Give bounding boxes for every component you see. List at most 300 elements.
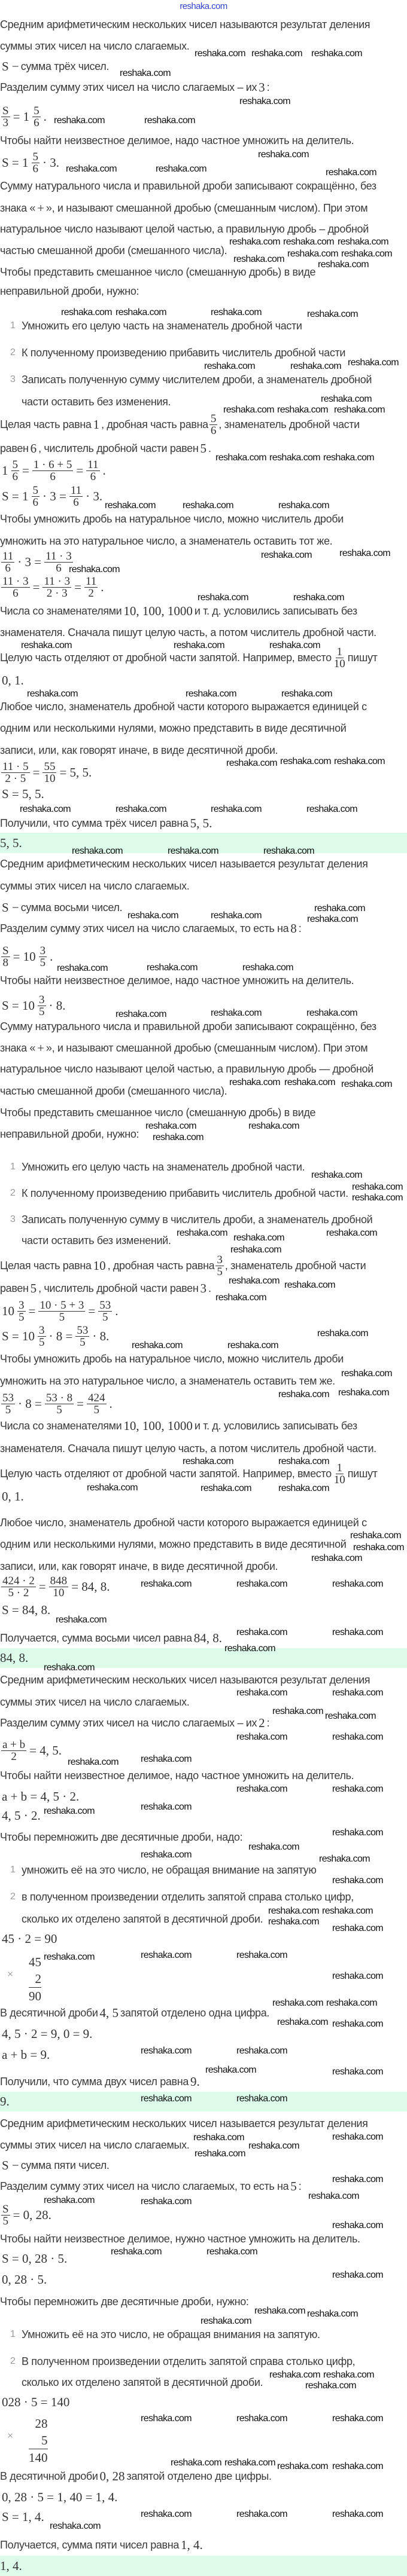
watermark: reshaka.com	[305, 2380, 356, 2391]
list-number: 2	[10, 2356, 16, 2366]
watermark: reshaka.com	[141, 2508, 192, 2519]
text-run: запятой отделено две цифры.	[126, 2470, 272, 2482]
numerator: 848	[50, 1574, 68, 1587]
math-expression: = 10	[13, 949, 36, 964]
math-expression: 10	[2, 1304, 14, 1318]
watermark: reshaka.com	[195, 2148, 245, 2159]
math-expression: · 8 =	[48, 1329, 73, 1343]
fraction	[215, 1254, 224, 1278]
math-expression: 0, 1.	[2, 1489, 24, 1504]
math-expression: S −	[2, 2158, 19, 2172]
watermark: reshaka.com	[311, 1553, 362, 1563]
watermark: reshaka.com	[141, 2413, 192, 2424]
watermark: reshaka.com	[272, 1706, 323, 1716]
list-item-text: Умножить её на это число, не обращая внимания на запятую.	[22, 2329, 320, 2340]
watermark: reshaka.com	[254, 2305, 305, 2316]
watermark: reshaka.com	[116, 1009, 166, 1019]
multiplier: 2	[35, 1972, 41, 1986]
fraction	[1, 551, 14, 574]
watermark: reshaka.com	[332, 1923, 383, 1933]
fraction	[69, 485, 83, 508]
text-run: Чтобы представить смешанное число (смешанную дробь) в виде	[0, 265, 316, 278]
fraction	[1, 945, 10, 968]
text-run: запятой отделено одна цифра.	[120, 2006, 270, 2019]
watermark: reshaka.com	[326, 167, 376, 178]
watermark: reshaka.com	[308, 2190, 359, 2201]
watermark: reshaka.com	[141, 2196, 192, 2207]
fraction	[1, 576, 30, 599]
math-expression: 6	[30, 441, 37, 456]
math-expression: .	[101, 580, 104, 594]
text-run: Разделим сумму этих чисел на число слагаемых, то есть на	[0, 922, 289, 934]
watermark: reshaka.com	[236, 2508, 287, 2519]
text-run: Числа со знаменателями	[0, 1419, 122, 1432]
denominator: 5	[102, 1310, 108, 1324]
numerator: S	[2, 944, 9, 957]
watermark: reshaka.com	[141, 1949, 192, 1960]
text-run: », и называют смешанной дробью (смешанным числом). При этом	[45, 1041, 368, 1054]
text-line	[0, 667, 26, 693]
watermark: reshaka.com	[334, 756, 385, 766]
text-run: сумма пяти чисел.	[20, 2159, 110, 2171]
watermark: reshaka.com	[141, 2093, 192, 2104]
watermark: reshaka.com	[306, 1007, 357, 1018]
watermark: reshaka.com	[201, 2315, 251, 2326]
numerator: 53 · 8	[45, 1391, 73, 1404]
list-number: 2	[10, 1188, 16, 1198]
watermark: reshaka.com	[283, 236, 334, 247]
watermark: reshaka.com	[211, 803, 262, 814]
math-expression: S = 0, 28 · 5.	[2, 2251, 68, 2266]
numerator: 11 · 5	[2, 760, 29, 773]
text-run: :	[298, 922, 302, 934]
denominator: 5	[39, 1336, 45, 1349]
text-run: , числитель дробной части равен	[38, 1282, 199, 1294]
denominator: 6	[32, 162, 39, 175]
watermark: reshaka.com	[44, 1805, 95, 1816]
watermark: reshaka.com	[281, 688, 332, 699]
formula	[0, 1298, 120, 1324]
denominator: 6	[32, 496, 39, 509]
fraction	[1, 1575, 36, 1599]
text-run: Сумму натурального числа и правильной дроби записывают сокращённо, без	[0, 179, 376, 192]
math-expression: =	[76, 463, 84, 478]
watermark: reshaka.com	[236, 2093, 287, 2104]
watermark: reshaka.com	[242, 962, 293, 973]
watermark: reshaka.com	[311, 1169, 362, 1180]
text-line	[0, 278, 139, 304]
numerator: S	[2, 104, 9, 117]
formula	[0, 943, 54, 970]
watermark: reshaka.com	[352, 1181, 403, 1192]
text-run: , знаменатель дробной части	[224, 1259, 366, 1272]
watermark: reshaka.com	[69, 564, 120, 575]
math-expression: +	[37, 1041, 44, 1055]
math-expression: S −	[2, 59, 19, 74]
formula	[0, 1737, 63, 1764]
text-line	[0, 1824, 242, 1850]
text-run: Чтобы представить смешанное число (смешанную дробь) в виде	[0, 1106, 316, 1119]
watermark: reshaka.com	[307, 308, 358, 319]
text-run: Получается, сумма восьми чисел равна	[0, 1631, 192, 1644]
math-expression: · 3.	[86, 489, 103, 503]
text-run: Любое число, знаменатель дробной части которого выражается единицей с	[0, 700, 367, 713]
text-run: .	[208, 442, 211, 454]
formula	[0, 574, 105, 600]
text-line	[0, 2532, 205, 2558]
watermark: reshaka.com	[290, 360, 341, 371]
math-expression: 4, 5 · 2.	[2, 1808, 41, 1823]
text-run: В десятичной дроби	[0, 2470, 98, 2482]
text-run: Чтобы найти неизвестное делимое, надо частное умножить на делитель.	[0, 1769, 354, 1781]
math-expression: 10, 100, 1000	[123, 1419, 193, 1433]
watermark: reshaka.com	[278, 1483, 329, 1493]
list-item	[0, 1180, 407, 1206]
text-run: частью смешанной дроби (смешанного числа).	[0, 1084, 227, 1097]
text-run: и т. д. условились записывать без	[194, 604, 357, 617]
watermark: reshaka.com	[61, 307, 112, 317]
math-expression: · 3 =	[17, 555, 42, 569]
watermark: reshaka.com	[236, 1687, 287, 1698]
watermark: reshaka.com	[332, 2066, 383, 2077]
watermark: reshaka.com	[211, 910, 262, 921]
watermark: reshaka.com	[323, 452, 374, 463]
fraction	[49, 1575, 69, 1599]
text-run: неправильной дроби, нужно:	[0, 285, 139, 297]
watermark: reshaka.com	[269, 2369, 320, 2380]
watermark: reshaka.com	[268, 1916, 319, 1927]
watermark: reshaka.com	[332, 2174, 383, 2184]
numerator: 11 · 3	[44, 575, 71, 588]
text-run: суммы этих чисел на число слагаемых.	[0, 879, 190, 892]
math-expression: 0, 28	[99, 2469, 125, 2483]
fraction	[32, 105, 41, 129]
math-expression: 9.	[190, 2074, 200, 2089]
text-run: умножить на это натуральное число, а знаменатель оставить тот же.	[0, 534, 333, 547]
denominator: 10	[333, 1473, 345, 1486]
watermark: reshaka.com	[174, 640, 224, 650]
watermark: reshaka.com	[44, 1951, 95, 1962]
text-run: одним или несколькими нулями, можно представить в виде десятичной	[0, 722, 347, 734]
watermark: reshaka.com	[141, 1801, 192, 1812]
numerator: a + b	[2, 1738, 26, 1751]
watermark: reshaka.com	[223, 404, 274, 415]
watermark: reshaka.com	[147, 962, 198, 973]
watermark: reshaka.com	[278, 1456, 329, 1466]
site-watermark-link[interactable]: reshaka.com	[180, 1, 227, 11]
text-run: сумма восьми чисел.	[20, 901, 123, 913]
watermark: reshaka.com	[50, 2520, 101, 2531]
denominator: 3	[2, 116, 9, 129]
fraction	[87, 1392, 107, 1416]
watermark: reshaka.com	[211, 1007, 262, 1018]
math-expression: 1	[93, 417, 100, 432]
watermark: reshaka.com	[348, 357, 399, 368]
watermark: reshaka.com	[211, 307, 262, 317]
watermark: reshaka.com	[204, 360, 255, 371]
text-run: неправильной дроби, нужно:	[0, 1127, 139, 1140]
product: 90	[29, 1987, 41, 2004]
watermark: reshaka.com	[111, 2246, 162, 2257]
watermark: reshaka.com	[325, 1710, 376, 1721]
watermark: reshaka.com	[171, 2457, 221, 2468]
multiplicand: 28	[35, 2416, 48, 2431]
text-line	[0, 1483, 26, 1509]
watermark: reshaka.com	[233, 1232, 284, 1243]
text-run: натуральное число называют целой частью, а правильную дробь – дробной	[0, 222, 369, 235]
watermark: reshaka.com	[44, 2195, 95, 2205]
watermark: reshaka.com	[332, 2269, 383, 2280]
numerator: 3	[39, 1324, 45, 1337]
fraction	[333, 646, 347, 670]
text-run: Разделим сумму этих чисел на число слагаемых – их	[0, 1716, 257, 1729]
multiply-sign: ×	[7, 1968, 14, 1980]
math-expression: 0, 28 · 5.	[2, 2272, 47, 2287]
watermark: reshaka.com	[261, 549, 312, 560]
watermark: reshaka.com	[248, 1841, 299, 1852]
math-expression: S −	[2, 900, 19, 915]
math-expression: =	[77, 1397, 84, 1411]
watermark: reshaka.com	[153, 1132, 204, 1142]
text-run: Числа со знаменателями	[0, 604, 122, 617]
denominator: 5	[5, 1403, 11, 1416]
numerator: 53	[77, 1324, 89, 1337]
text-run: В десятичной дроби	[0, 2006, 98, 2019]
watermark: reshaka.com	[116, 307, 166, 317]
text-run: Средним арифметическим нескольких чисел называется результат деления	[0, 857, 368, 870]
fraction	[333, 1462, 347, 1486]
watermark: reshaka.com	[278, 1389, 329, 1399]
numerator: 5	[12, 458, 18, 471]
text-line	[0, 411, 360, 438]
fraction	[17, 1300, 26, 1323]
math-expression: · 3 =	[42, 489, 66, 503]
watermark: reshaka.com	[284, 1077, 335, 1087]
list-number: 1	[10, 1162, 16, 1172]
text-run: Разделим сумму этих чисел на число слагаемых, то есть на	[0, 2180, 289, 2192]
formula	[0, 2202, 53, 2228]
denominator: 6	[12, 470, 18, 483]
list-item-text: Умножить его целую часть на знаменатель дробной части	[22, 320, 302, 332]
numerator: 11	[2, 549, 14, 563]
list-number: 1	[10, 320, 16, 331]
watermark: reshaka.com	[105, 500, 156, 511]
text-line	[0, 2068, 202, 2095]
text-run: пишут	[347, 1467, 378, 1480]
math-expression: 45 · 2 = 90	[2, 1932, 57, 1946]
answer-value: 9.	[0, 2094, 10, 2109]
watermark: reshaka.com	[338, 1387, 389, 1398]
text-run: Чтобы умножить дробь на натуральное число, можно числитель дроби	[0, 1352, 344, 1365]
text-run: Чтобы найти неизвестное делимое, нужно частное умножить на делитель.	[0, 2232, 360, 2245]
math-expression: =	[38, 1579, 46, 1594]
watermark: reshaka.com	[57, 962, 108, 973]
watermark: reshaka.com	[258, 149, 309, 160]
watermark: reshaka.com	[206, 2246, 257, 2257]
watermark: reshaka.com	[306, 803, 357, 814]
answer-box-3	[0, 2092, 407, 2111]
watermark: reshaka.com	[144, 115, 195, 126]
watermark: reshaka.com	[195, 48, 245, 59]
watermark: reshaka.com	[338, 236, 388, 247]
numerator: 10 · 5 + 3	[40, 1298, 84, 1312]
watermark: reshaka.com	[251, 48, 302, 59]
denominator: 5	[39, 1005, 45, 1018]
watermark: reshaka.com	[186, 688, 236, 699]
math-expression: 2	[259, 1716, 265, 1730]
fraction	[38, 1325, 46, 1348]
watermark: reshaka.com	[293, 592, 344, 603]
watermark: reshaka.com	[127, 910, 178, 921]
watermark: reshaka.com	[44, 1662, 95, 1673]
math-expression: 0, 28 · 5 = 1, 40 = 1, 4.	[2, 2490, 118, 2504]
math-expression: 5, 5.	[190, 816, 212, 830]
watermark: reshaka.com	[145, 1120, 196, 1131]
denominator: 6	[90, 470, 96, 483]
watermark: reshaka.com	[236, 1627, 287, 1637]
denominator: 6	[210, 424, 217, 437]
text-run: знаменателя. Сначала пишут целую часть, а потом числитель дробной части.	[0, 1442, 376, 1454]
math-expression: =	[74, 580, 81, 594]
list-item-text: К полученному произведению прибавить числитель дробной части.	[22, 1187, 348, 1199]
denominator: 5	[93, 1403, 100, 1416]
math-expression: .	[102, 463, 106, 478]
fraction	[42, 576, 71, 599]
math-expression: 10, 100, 1000	[123, 604, 193, 618]
numerator: 1	[336, 645, 342, 658]
watermark: reshaka.com	[226, 757, 277, 768]
text-line	[0, 1121, 139, 1147]
math-expression: 028 · 5 = 140	[2, 2395, 70, 2409]
fraction	[1, 105, 10, 129]
watermark: reshaka.com	[168, 845, 218, 856]
watermark: reshaka.com	[229, 1275, 280, 1286]
watermark: reshaka.com	[27, 688, 78, 699]
formula	[0, 549, 74, 575]
text-line	[0, 1625, 224, 1651]
text-run: Целая часть равна	[0, 1259, 92, 1272]
denominator: 5	[59, 1310, 65, 1324]
numerator: 3	[40, 944, 46, 957]
watermark: reshaka.com	[277, 404, 328, 415]
math-expression: · 8 =	[18, 1397, 42, 1411]
watermark: reshaka.com	[318, 259, 369, 270]
fraction	[86, 459, 99, 482]
text-run: сумма трёх чисел.	[20, 60, 110, 72]
math-expression: 8	[290, 921, 297, 936]
watermark: reshaka.com	[236, 1731, 287, 1742]
math-expression: a + b = 9.	[2, 2048, 50, 2062]
watermark: reshaka.com	[236, 1949, 287, 1960]
watermark: reshaka.com	[277, 2461, 328, 2471]
math-expression: .	[109, 1397, 113, 1411]
list-item-text: К полученному произведению прибавить числитель дробной части	[22, 347, 346, 359]
watermark: reshaka.com	[287, 248, 338, 259]
watermark: reshaka.com	[319, 1853, 370, 1864]
denominator: 6	[50, 470, 56, 483]
watermark: reshaka.com	[311, 48, 362, 59]
numerator: 5	[32, 484, 39, 497]
watermark: reshaka.com	[322, 1905, 373, 1916]
text-run: Получили, что сумма двух чисел равна	[0, 2075, 189, 2088]
math-expression: S = 5, 5.	[2, 787, 44, 801]
watermark: reshaka.com	[87, 1482, 138, 1493]
text-run: Получается, сумма пяти чисел равна	[0, 2538, 179, 2551]
text-run: пишут	[347, 651, 378, 664]
fraction	[39, 945, 47, 968]
numerator: 1	[336, 1461, 342, 1474]
math-expression: 3	[259, 80, 265, 94]
watermark: reshaka.com	[352, 1192, 403, 1203]
text-run: , знаменатель дробной части	[218, 418, 360, 430]
watermark: reshaka.com	[321, 393, 372, 404]
watermark: reshaka.com	[332, 2131, 383, 2142]
text-run: Целую часть отделяют от дробной части запятой. Например, вместо	[0, 1467, 332, 1480]
numerator: 424 · 2	[2, 1574, 35, 1587]
text-run: Любое число, знаменатель дробной части которого выражается единицей с	[0, 1516, 367, 1529]
numerator: 3	[19, 1298, 25, 1312]
numerator: 55	[44, 760, 56, 773]
denominator: 5	[56, 1403, 62, 1416]
formula	[0, 1597, 52, 1623]
watermark: reshaka.com	[332, 1970, 383, 1981]
watermark: reshaka.com	[332, 1827, 383, 1838]
text-run: натуральное число называют целой частью, а правильную дробь — дробной	[0, 1062, 373, 1075]
list-number: 1	[10, 2329, 16, 2339]
multiply-sign: ×	[7, 2430, 14, 2441]
math-expression: a + b = 4, 5 · 2.	[2, 1789, 80, 1804]
math-expression: 3	[200, 1281, 206, 1295]
math-expression: · 8.	[48, 998, 66, 1013]
denominator: 6	[5, 561, 11, 575]
math-expression: = 0, 28.	[13, 2208, 51, 2222]
numerator: S	[2, 2202, 9, 2216]
watermark: reshaka.com	[341, 1078, 392, 1089]
formula	[0, 2504, 46, 2530]
formula	[0, 781, 46, 807]
watermark: reshaka.com	[248, 2140, 299, 2151]
numerator: 11	[87, 458, 99, 471]
numerator: 53	[2, 1391, 14, 1404]
watermark: reshaka.com	[20, 803, 71, 814]
text-run: одним или несколькими нулями, можно представить в виде десятичной	[0, 1538, 347, 1550]
math-expression: .	[50, 949, 53, 964]
text-run: записи, или, как говорят иначе, в виде десятичной дроби.	[0, 1560, 278, 1572]
math-expression: =	[32, 580, 40, 594]
fraction	[32, 151, 40, 175]
math-expression: 5	[290, 2179, 297, 2193]
numerator: 3	[217, 1253, 223, 1266]
watermark: reshaka.com	[141, 1849, 192, 1860]
numerator: 1 · 6 + 5	[33, 458, 72, 471]
formula	[0, 2389, 71, 2415]
list-item-text: в полученном произведении отделить запятой справа столько цифр,	[22, 1891, 354, 1903]
text-run: .	[208, 1282, 211, 1294]
watermark: reshaka.com	[280, 756, 331, 766]
text-run: суммы этих чисел на число слагаемых.	[0, 39, 190, 52]
list-item	[0, 340, 407, 366]
watermark: reshaka.com	[233, 253, 284, 264]
math-expression: =	[32, 765, 40, 780]
watermark: reshaka.com	[269, 452, 320, 463]
text-run: Целую часть отделяют от дробной части запятой. Например, вместо	[0, 651, 332, 664]
math-expression: +	[37, 201, 44, 215]
fraction	[1, 1739, 26, 1762]
math-expression: · 3.	[42, 155, 60, 170]
text-run: Чтобы перемножить две десятичные дроби, нужно:	[0, 2295, 249, 2308]
watermark: reshaka.com	[268, 1905, 319, 1916]
watermark: reshaka.com	[314, 903, 365, 913]
